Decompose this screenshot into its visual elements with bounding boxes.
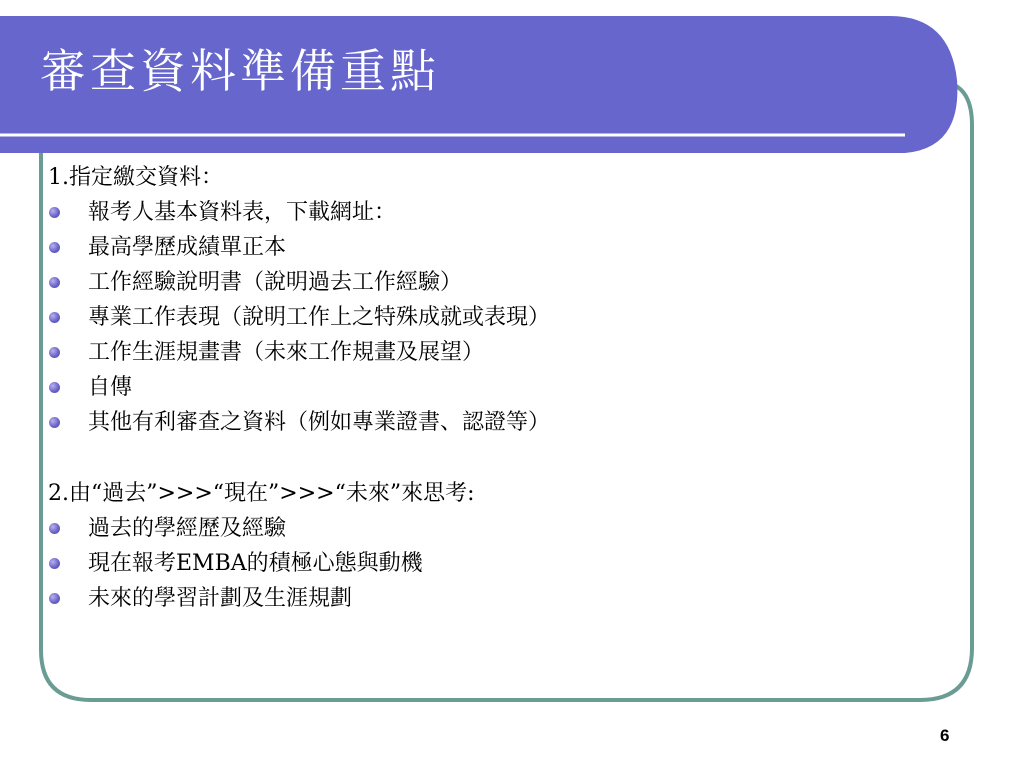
list-item-text: 未來的學習計劃及生涯規劃 xyxy=(88,586,353,611)
bullet-icon xyxy=(49,417,60,428)
list-item xyxy=(48,230,948,265)
list-item xyxy=(48,370,948,405)
bullet-icon xyxy=(49,277,60,288)
slide-content xyxy=(48,160,948,616)
list-item xyxy=(48,511,948,546)
list-item xyxy=(48,581,948,616)
list-item xyxy=(48,265,948,300)
bullet-icon xyxy=(49,523,60,534)
bullet-icon xyxy=(49,558,60,569)
list-item xyxy=(48,195,948,230)
list-item-text: 報考人基本資料表，下載網址： xyxy=(88,200,397,225)
bullet-icon xyxy=(49,382,60,393)
page-title: 審查資料準備重點 xyxy=(40,44,440,98)
section-spacer xyxy=(48,440,948,476)
list-item xyxy=(48,405,948,440)
section1-heading: 1.指定繳交資料： xyxy=(48,165,223,190)
list-item-text: 最高學歷成績單正本 xyxy=(88,235,287,260)
list-item-text: 工作生涯規畫書（未來工作規畫及展望） xyxy=(88,340,485,365)
section2-heading: 2.由“過去”>>>“現在”>>>“未來”來思考: xyxy=(48,481,475,506)
bullet-icon xyxy=(49,593,60,604)
list-item-text: 其他有利審查之資料（例如專業證書、認證等） xyxy=(88,410,551,435)
list-item xyxy=(48,300,948,335)
list-item xyxy=(48,546,948,581)
page-number: 6 xyxy=(940,726,950,745)
bullet-icon xyxy=(49,312,60,323)
bullet-icon xyxy=(49,242,60,253)
list-item-text: 現在報考EMBA的積極心態與動機 xyxy=(88,551,423,576)
list-item-text: 自傳 xyxy=(88,375,133,400)
list-item-text: 專業工作表現（說明工作上之特殊成就或表現） xyxy=(88,305,551,330)
list-item-text: 工作經驗說明書（說明過去工作經驗） xyxy=(88,270,463,295)
list-item-text: 過去的學經歷及經驗 xyxy=(88,516,287,541)
list-item xyxy=(48,335,948,370)
bullet-icon xyxy=(49,207,60,218)
bullet-icon xyxy=(49,347,60,358)
